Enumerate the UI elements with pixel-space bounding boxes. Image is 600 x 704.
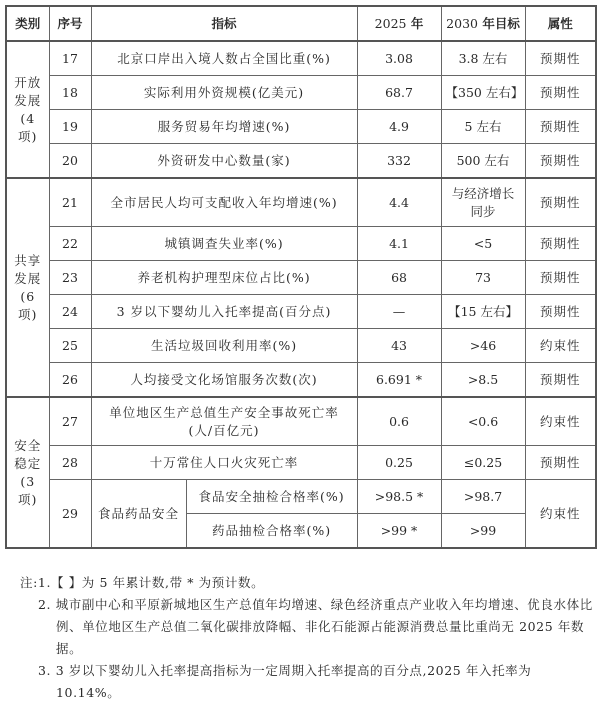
target-2030-cell: 与经济增长 同步 [441, 178, 525, 227]
target-2030-cell: >99 [441, 514, 525, 549]
attribute-cell: 预期性 [525, 41, 596, 76]
indicator-cell: 生活垃圾回收利用率(%) [91, 329, 357, 363]
sub-indicator-cell: 食品安全抽检合格率(%) [186, 480, 357, 514]
indicator-cell: 3 岁以下婴幼儿入托率提高(百分点) [91, 295, 357, 329]
table-row [6, 480, 596, 514]
table-row [6, 446, 596, 480]
value-2025-cell: 68.7 [357, 76, 441, 110]
attribute-cell: 预期性 [525, 227, 596, 261]
target-2030-cell: 73 [441, 261, 525, 295]
indicators-table [5, 5, 597, 549]
indicator-cell: 养老机构护理型床位占比(%) [91, 261, 357, 295]
value-2025-cell: >98.5 * [357, 480, 441, 514]
footnote-1: 注:1.【 】为 5 年累计数,带 * 为预计数。 [20, 575, 265, 590]
table-row [6, 178, 596, 227]
seq-cell: 19 [49, 110, 91, 144]
value-2025-cell: 4.9 [357, 110, 441, 144]
table-row [6, 363, 596, 398]
header-2025: 2025 年 [357, 6, 441, 41]
value-2025-cell: >99 * [357, 514, 441, 549]
target-2030-cell: >46 [441, 329, 525, 363]
attribute-cell: 预期性 [525, 76, 596, 110]
target-2030-cell: >8.5 [441, 363, 525, 398]
value-2025-cell: 332 [357, 144, 441, 179]
seq-cell: 29 [49, 480, 91, 549]
value-2025-cell: 4.4 [357, 178, 441, 227]
table-row [6, 329, 596, 363]
header-seq: 序号 [49, 6, 91, 41]
footnotes [20, 572, 595, 704]
attribute-cell: 预期性 [525, 363, 596, 398]
seq-cell: 20 [49, 144, 91, 179]
value-2025-cell: 43 [357, 329, 441, 363]
seq-cell: 18 [49, 76, 91, 110]
header-row [6, 6, 596, 41]
value-2025-cell: 68 [357, 261, 441, 295]
indicator-cell: 十万常住人口火灾死亡率 [91, 446, 357, 480]
attribute-cell: 预期性 [525, 261, 596, 295]
header-indicator: 指标 [91, 6, 357, 41]
category-cell: 开放 发展 (4 项) [6, 41, 49, 178]
seq-cell: 17 [49, 41, 91, 76]
attribute-cell: 预期性 [525, 295, 596, 329]
category-cell: 共享 发展 (6 项) [6, 178, 49, 397]
target-2030-cell: ≤0.25 [441, 446, 525, 480]
value-2025-cell: 4.1 [357, 227, 441, 261]
table-row [6, 397, 596, 446]
indicator-cell: 单位地区生产总值生产安全事故死亡率 (人/百亿元) [91, 397, 357, 446]
indicator-cell: 外资研发中心数量(家) [91, 144, 357, 179]
table-row [6, 144, 596, 179]
indicator-cell: 城镇调查失业率(%) [91, 227, 357, 261]
indicator-cell: 人均接受文化场馆服务次数(次) [91, 363, 357, 398]
target-2030-cell: >98.7 [441, 480, 525, 514]
seq-cell: 25 [49, 329, 91, 363]
seq-cell: 21 [49, 178, 91, 227]
value-2025-cell: — [357, 295, 441, 329]
indicator-cell: 实际利用外资规模(亿美元) [91, 76, 357, 110]
header-2030-target: 2030 年目标 [441, 6, 525, 41]
value-2025-cell: 0.25 [357, 446, 441, 480]
footnote-3: 3. 3 岁以下婴幼儿入托率提高指标为一定周期入托率提高的百分点,2025 年入托率为 10.14%。 [38, 663, 532, 700]
value-2025-cell: 6.691 * [357, 363, 441, 398]
indicator-cell: 北京口岸出入境人数占全国比重(%) [91, 41, 357, 76]
footnote-2: 2. 城市副中心和平原新城地区生产总值年均增速、绿色经济重点产业收入年均增速、优良水体比例、单位地区生产总值二氧化碳排放降幅、非化石能源占能源消费总量比重尚无 2025 年数据。 [38, 597, 593, 656]
indicator-cell: 食品药品安全 [91, 480, 186, 549]
category-cell: 安全 稳定 (3 项) [6, 397, 49, 548]
seq-cell: 23 [49, 261, 91, 295]
target-2030-cell: 3.8 左右 [441, 41, 525, 76]
table-row [6, 76, 596, 110]
table-row [6, 295, 596, 329]
seq-cell: 26 [49, 363, 91, 398]
attribute-cell: 约束性 [525, 397, 596, 446]
target-2030-cell: 5 左右 [441, 110, 525, 144]
header-category: 类别 [6, 6, 49, 41]
attribute-cell: 约束性 [525, 329, 596, 363]
target-2030-cell: 【350 左右】 [441, 76, 525, 110]
table-row [6, 41, 596, 76]
target-2030-cell: <0.6 [441, 397, 525, 446]
seq-cell: 24 [49, 295, 91, 329]
seq-cell: 28 [49, 446, 91, 480]
table-row [6, 261, 596, 295]
indicator-cell: 服务贸易年均增速(%) [91, 110, 357, 144]
header-attribute: 属性 [525, 6, 596, 41]
indicator-cell: 全市居民人均可支配收入年均增速(%) [91, 178, 357, 227]
target-2030-cell: 【15 左右】 [441, 295, 525, 329]
seq-cell: 27 [49, 397, 91, 446]
attribute-cell: 预期性 [525, 446, 596, 480]
table-row [6, 110, 596, 144]
value-2025-cell: 0.6 [357, 397, 441, 446]
seq-cell: 22 [49, 227, 91, 261]
attribute-cell: 预期性 [525, 144, 596, 179]
target-2030-cell: 500 左右 [441, 144, 525, 179]
target-2030-cell: <5 [441, 227, 525, 261]
sub-indicator-cell: 药品抽检合格率(%) [186, 514, 357, 549]
value-2025-cell: 3.08 [357, 41, 441, 76]
attribute-cell: 预期性 [525, 178, 596, 227]
attribute-cell: 预期性 [525, 110, 596, 144]
attribute-cell: 约束性 [525, 480, 596, 549]
table-row [6, 227, 596, 261]
